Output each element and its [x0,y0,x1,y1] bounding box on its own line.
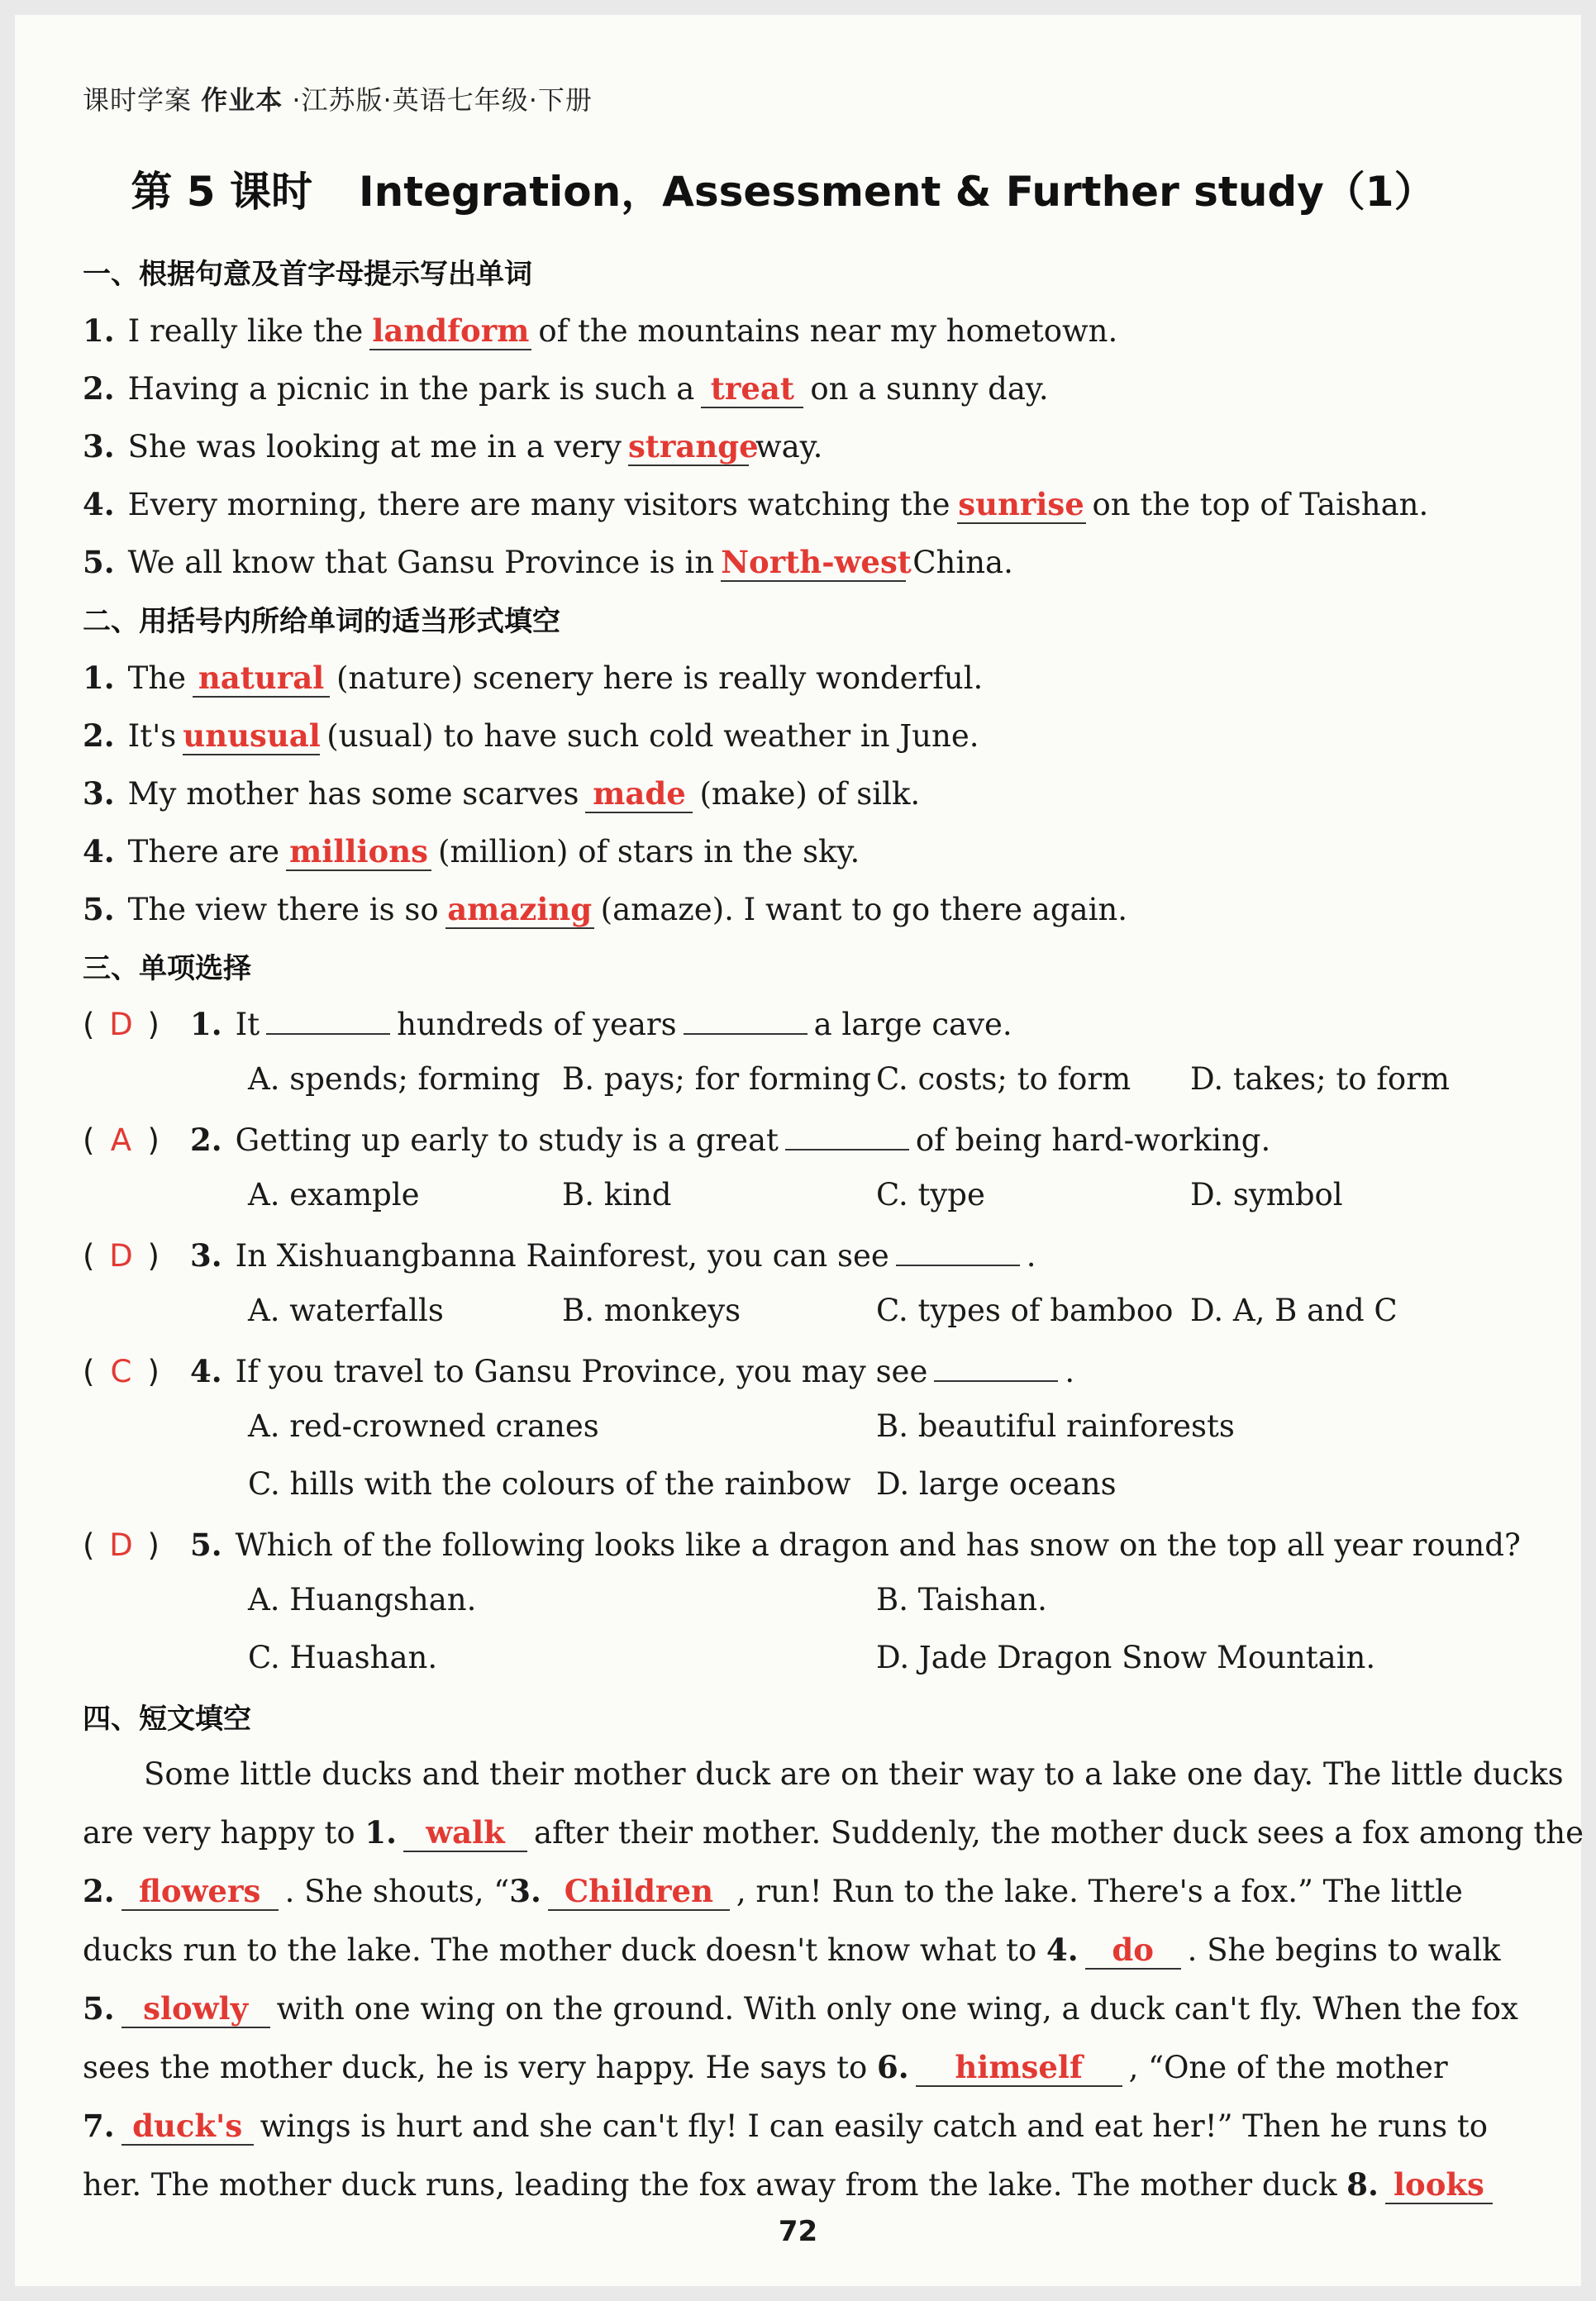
option-c: C. type [876,1177,985,1212]
part1-item: 5. We all know that Gansu Province is in North-westChina. [83,544,1013,580]
answer-blank: walk [403,1814,527,1852]
answer-paren: ( D ) [83,1527,160,1563]
part2-item: 4. There are millions (million) of stars in the sky. [83,833,860,869]
answer-blank: Children [548,1873,730,1911]
option-a: A. spends; forming [248,1061,541,1097]
option-a: A. example [248,1177,420,1212]
option-b: B. pays; for forming [562,1061,872,1097]
passage-line: Some little ducks and their mother duck are on their way to a lake one day. The little ducks [144,1756,1564,1792]
mc-question: ( D ) 3. In Xishuangbanna Rainforest, you can see . [83,1235,1036,1277]
answer-paren: ( D ) [83,1238,160,1274]
mc-question: ( C ) 4. If you travel to Gansu Province, you may see . [83,1351,1074,1393]
part1-item: 3. She was looking at me in a very strangeway. [83,428,823,464]
mc-question: ( D ) 1. It hundreds of years a large cave. [83,1003,1012,1046]
lesson-label: 第 5 课时 [131,168,312,216]
option-b: B. Taishan. [876,1582,1047,1617]
answer-blank: unusual [183,717,321,754]
answer-blank: looks [1385,2166,1493,2204]
section-heading-1: 一、根据句意及首字母提示写出单词 [83,258,532,291]
passage-line: are very happy to 1. walk after their mother. Suddenly, the mother duck sees a fox among the [83,1814,1584,1851]
mc-question: ( D ) 5. Which of the following looks like a dragon and has snow on the top all year round? [83,1524,1521,1566]
option-c: C. costs; to form [876,1061,1131,1097]
passage-line: 7. duck's wings is hurt and she can't fly! I can easily catch and eat her!” Then he runs to [83,2108,1488,2144]
answer-blank: North-west [721,544,912,580]
answer-blank: landform [369,312,531,350]
lesson-topic: Integration，Assessment & Further study（1） [359,168,1436,216]
option-d: D. Jade Dragon Snow Mountain. [876,1640,1376,1675]
option-d: D. takes; to form [1190,1061,1450,1097]
part2-item: 3. My mother has some scarves made (make) of silk. [83,775,921,812]
part2-item: 1. The natural (nature) scenery here is really wonderful. [83,660,984,696]
answer-blank: treat [701,370,803,408]
answer-blank: flowers [121,1873,279,1911]
option-c: C. types of bamboo [876,1293,1174,1328]
answer-blank: duck's [121,2108,254,2146]
answer-blank: strange [627,428,759,464]
answer-blank: millions [286,833,431,871]
option-b: B. kind [562,1177,672,1212]
section-heading-3: 三、单项选择 [83,952,251,985]
book-header [83,79,593,117]
passage-line: ducks run to the lake. The mother duck doesn't know what to 4. do . She begins to walk [83,1932,1501,1968]
answer-blank: amazing [445,891,594,929]
header-info: ·江苏版·英语七年级·下册 [292,84,593,116]
passage [83,1746,1584,2214]
page-title [0,159,1566,218]
answer-blank: sunrise [958,486,1084,522]
option-a: A. waterfalls [248,1293,444,1328]
option-b: B. beautiful rainforests [876,1408,1235,1444]
empty-blank [266,1005,390,1035]
answer-blank: made [585,775,693,813]
answer-blank: do [1085,1932,1181,1970]
option-a: A. Huangshan. [248,1582,477,1617]
part2-item: 2. It's unusual (usual) to have such cold weather in June. [83,717,979,754]
option-b: B. monkeys [562,1293,741,1328]
passage-line: sees the mother duck, he is very happy. He says to 6. himself , “One of the mother [83,2049,1448,2085]
option-a: A. red-crowned cranes [248,1408,599,1444]
page-number: 72 [778,2215,818,2248]
passage-line: 2. flowers . She shouts, “3. Children , run! Run to the lake. There's a fox.” The little [83,1873,1463,1909]
answer-blank: natural [193,660,330,698]
mc-question: ( A ) 2. Getting up early to study is a great of being hard-working. [83,1119,1270,1161]
answer-paren: ( D ) [83,1007,160,1042]
part1-item: 2. Having a picnic in the park is such a treat on a sunny day. [83,370,1049,407]
answer-paren: ( C ) [83,1354,160,1389]
option-d: D. symbol [1190,1177,1343,1212]
part1-item: 1. I really like the landform of the mountains near my hometown. [83,312,1118,349]
option-d: D. large oceans [876,1466,1117,1502]
part1-item: 4. Every morning, there are many visitors watching the sunrise on the top of Taishan. [83,486,1429,522]
answer-blank: himself [916,2049,1122,2087]
answer-blank: slowly [121,1990,270,2028]
option-c: C. hills with the colours of the rainbow [248,1466,851,1502]
passage-line: her. The mother duck runs, leading the fox away from the lake. The mother duck 8. looks [83,2156,1513,2214]
section-heading-2: 二、用括号内所给单词的适当形式填空 [83,605,560,638]
option-c: C. Huashan. [248,1640,438,1675]
option-d: D. A, B and C [1190,1293,1398,1328]
answer-paren: ( A ) [83,1122,160,1158]
empty-blank [785,1121,909,1150]
section-heading-4: 四、短文填空 [83,1703,251,1736]
empty-blank [896,1236,1020,1266]
header-book: 作业本 [201,84,283,116]
empty-blank [934,1352,1058,1382]
empty-blank [684,1005,808,1035]
passage-line: 5. slowly with one wing on the ground. With only one wing, a duck can't fly. When the fox [83,1990,1518,2027]
part2-item: 5. The view there is so amazing (amaze). I want to go there again. [83,891,1128,927]
header-brand: 课时学案 [83,84,193,116]
